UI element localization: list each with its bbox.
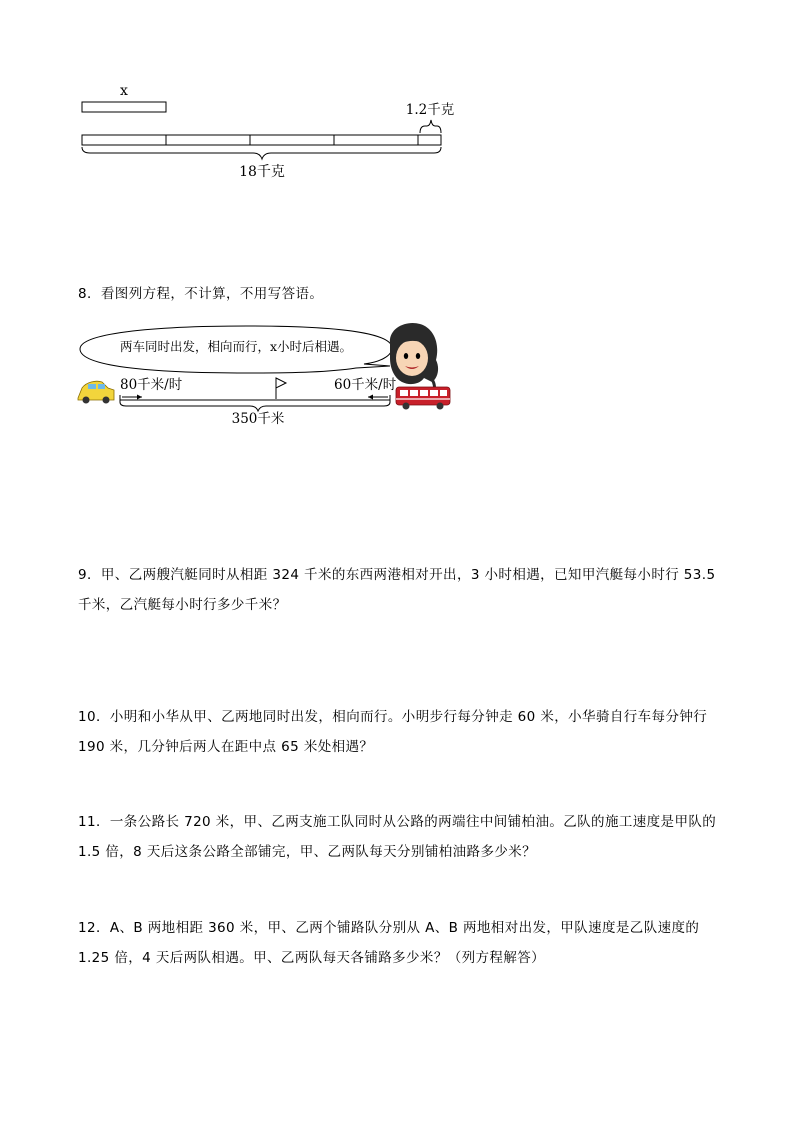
question-8 [78, 279, 728, 309]
speech-text: 两车同时出发，相向而行，x小时后相遇。 [119, 339, 353, 354]
question-text: 小明和小华从甲、乙两地同时出发，相向而行。小明步行每分钟走 60 米，小华骑自行车每分钟行 190 米，几分钟后两人在距中点 65 米处相遇？ [78, 709, 708, 755]
question-number: 9． [78, 567, 101, 583]
question-number: 11． [78, 814, 110, 830]
distance-brace [120, 402, 390, 411]
car-icon [78, 381, 114, 403]
question-text: 一条公路长 720 米，甲、乙两支施工队同时从公路的两端往中间铺柏油。乙队的施工速度是甲队的 1.5 倍，8 天后这条公路全部铺完，甲、乙两队每天分别铺柏油路多少米？ [78, 814, 717, 860]
question-number: 8． [78, 286, 101, 302]
total-bar [82, 135, 441, 145]
segment-diagram [70, 78, 470, 188]
weight-label-right: 1.2千克 [405, 102, 455, 118]
question-text: 看图列方程，不计算，不用写答语。 [100, 286, 324, 302]
total-label: 18千克 [239, 164, 285, 180]
right-speed-label: 60千米/时 [334, 377, 397, 393]
question-text: A、B 两地相距 360 米，甲、乙两个铺路队分别从 A、B 两地相对出发，甲队速度是乙队速度的 1.25 倍，4 天后两队相遇。甲、乙两队每天各铺路多少米？（列方程解答） [78, 920, 700, 966]
meeting-diagram [72, 318, 462, 438]
question-12 [78, 913, 728, 973]
right-brace [420, 120, 441, 133]
question-10 [78, 702, 728, 762]
left-speed-label: 80千米/时 [120, 377, 183, 393]
x-label: x [120, 83, 128, 99]
question-9 [78, 560, 728, 620]
bottom-brace [82, 147, 441, 159]
distance-label: 350千米 [231, 411, 285, 427]
girl-icon [390, 323, 438, 396]
question-11 [78, 807, 728, 867]
x-segment [82, 102, 166, 112]
flag-icon [276, 378, 286, 399]
question-number: 12． [78, 920, 110, 936]
question-text: 甲、乙两艘汽艇同时从相距 324 千米的东西两港相对开出，3 小时相遇，已知甲汽艇每小时行 53.5 千米，乙汽艇每小时行多少千米？ [78, 567, 716, 613]
bus-icon [396, 387, 450, 410]
question-number: 10． [78, 709, 110, 725]
